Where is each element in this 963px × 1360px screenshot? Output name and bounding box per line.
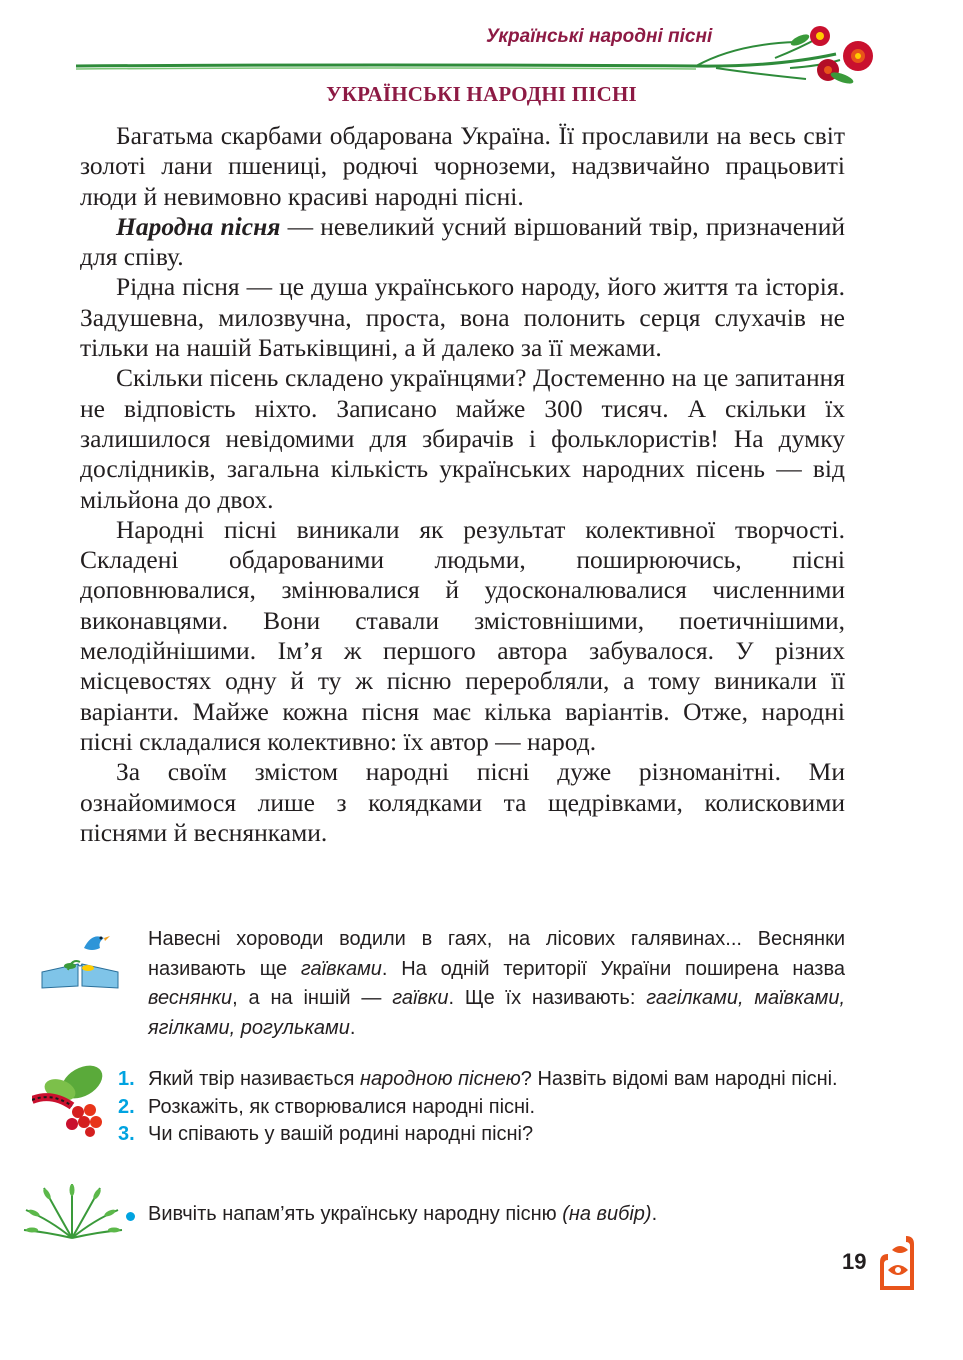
note-italic: гагілками, маївками, ягілками, рогульками (148, 987, 845, 1039)
paragraph: Багатьма скарбами обдарована Україна. Її прославили на весь світ золоті лани пшениці, родючі чорноземи, надзвичайно працьовиті люди й невимовно красиві народні пісні. (80, 121, 845, 211)
task-italic: (на вибір) (562, 1203, 652, 1225)
question-number: 1. (118, 1068, 135, 1090)
question-text: Розкажіть, як створювалися народні пісні. (148, 1095, 536, 1118)
note-text-part: Навесні хороводи водили в гаях, на лісових галявинах... Веснянки називають ще (148, 928, 845, 980)
page-number: 19 (842, 1249, 867, 1274)
task-text: Вивчіть напам’ять українську народну пісню (148, 1203, 563, 1225)
viburnum-berries-icon (32, 1060, 112, 1140)
paragraph: За своїм змістом народні пісні дуже різноманітні. Ми ознайомимося лише з колядками та щедрівками, колисковими піснями й веснянками. (80, 757, 845, 847)
paragraph: Скільки пісень складено українцями? Достеменно на це запитання не відповість ніхто. Записано майже 300 тисяч. А скільки їх залишилося невідомими для збирачів і фольклористів! На думку дослідників, загальна кількість українських народних пісень — від мільйона до двох. (80, 363, 845, 514)
question-italic: народною піснею (359, 1068, 521, 1090)
open-book-bird-icon (38, 924, 124, 990)
note-italic: веснянки (148, 987, 233, 1009)
paragraph: Народні пісні виникали як результат колективної творчості. Складені обдарованими людьми, поширюючись, пісні доповнювалися, змінювалися й удосконалювалися численними виконавцями. Вони ставали змістовнішими, поетичнішими, мелодійнішими. Ім’я ж першого автора забувалося. У різних місцевостях одну й ту ж пісню переробляли, а тому виникали її варіанти. Майже кожна пісня має кілька варіантів. Отже, народні пісні складалися колективно: їх автор — народ. (80, 514, 845, 756)
note-text (148, 925, 845, 1043)
question-item (118, 1094, 848, 1122)
bullet-icon (126, 1212, 135, 1221)
note-text-part: , а на іншій — (232, 987, 393, 1009)
question-number: 2. (118, 1095, 135, 1118)
task-text: . (651, 1203, 658, 1225)
note-italic: гаївками (300, 957, 382, 980)
main-text (80, 121, 845, 848)
wheat-sheaf-icon (20, 1180, 125, 1240)
note-block (148, 925, 845, 1043)
chapter-title: УКРАЇНСЬКІ НАРОДНІ ПІСНІ (326, 82, 637, 106)
note-italic: гаївки (392, 987, 449, 1009)
note-text-part: . На одній території України поширена назва (381, 957, 846, 980)
question-item (118, 1066, 848, 1094)
task-item (122, 1200, 878, 1228)
running-head: Українські народні пісні (486, 26, 713, 47)
note-text-part: . Ще їх називають: (448, 987, 647, 1009)
question-number: 3. (118, 1123, 135, 1145)
note-text-part: . (349, 1016, 356, 1039)
paragraph: Рідна пісня — це душа українського народу, його життя та історія. Задушевна, милозвучна, проста, вона полонить серця слухачів не тільки на нашій Батьківщині, а й далеко за її межами. (80, 272, 845, 363)
folk-ornament-icon (872, 1230, 922, 1292)
definition-paragraph (80, 212, 845, 273)
question-item (118, 1121, 848, 1149)
header-vine-rule (76, 24, 886, 84)
carnation-flowers-icon (770, 18, 890, 88)
definition-term: Народна пісня (116, 211, 281, 241)
question-text: ? Назвіть відомі вам народні пісні. (520, 1068, 838, 1090)
definition-text: — невеликий усний віршований твір, призначений для співу. (80, 211, 845, 272)
questions-list (118, 1066, 848, 1149)
question-text: Який твір називається (148, 1068, 360, 1090)
question-text: Чи співають у вашій родині народні пісні? (148, 1123, 534, 1145)
